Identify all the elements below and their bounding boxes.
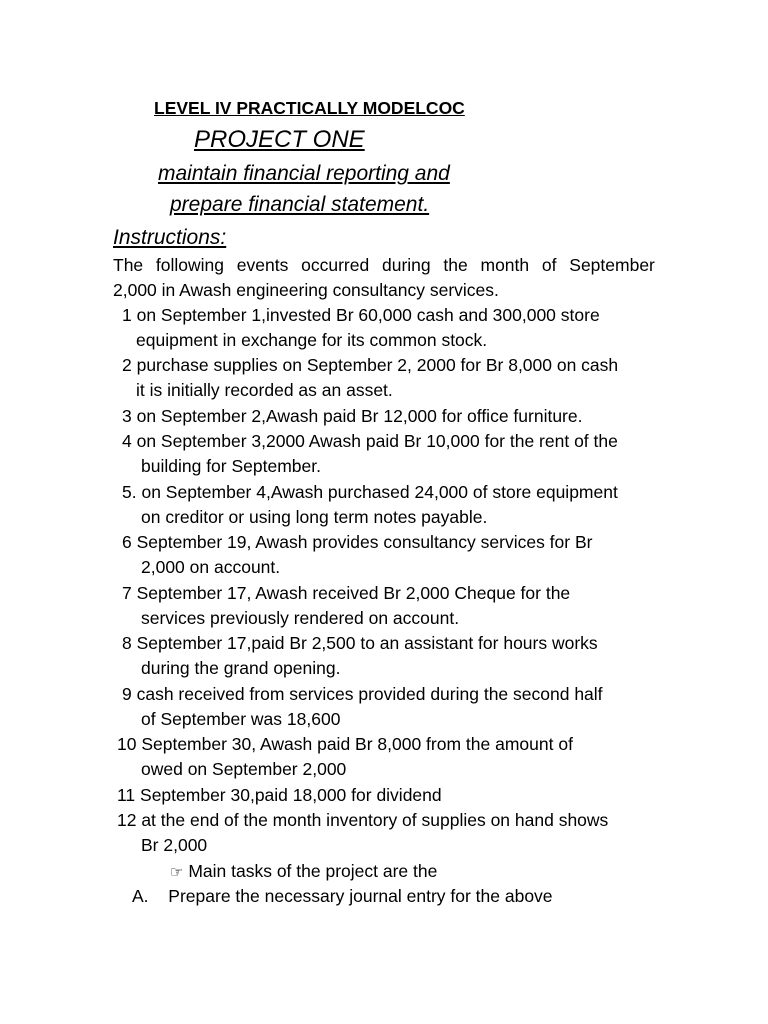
list-item-11-line1: 11 September 30,paid 18,000 for dividend xyxy=(117,785,442,805)
list-item-2-line1: 2 purchase supplies on September 2, 2000 for Br 8,000 on cash xyxy=(122,355,619,375)
pointing-hand-icon: ☞ xyxy=(170,863,184,881)
instructions-heading: Instructions: xyxy=(113,226,227,249)
tasks-intro-text: Main tasks of the project are the xyxy=(188,861,438,881)
task-a-text: Prepare the necessary journal entry for the above xyxy=(168,886,553,906)
list-item-6-line1: 6 September 19, Awash provides consultancy services for Br xyxy=(122,532,593,552)
tasks-intro xyxy=(170,859,437,885)
list-item-12-line1: 12 at the end of the month inventory of supplies on hand shows xyxy=(117,810,609,830)
list-item-5-line2: on creditor or using long term notes payable. xyxy=(141,507,488,527)
list-item-4-line2: building for September. xyxy=(141,456,321,476)
project-title: PROJECT ONE xyxy=(194,126,365,153)
intro-paragraph xyxy=(113,253,655,303)
list-item-1-line2: equipment in exchange for its common stock. xyxy=(136,330,488,350)
list-item-7-line2: services previously rendered on account. xyxy=(141,608,460,628)
intro-word: occurred xyxy=(301,255,370,275)
list-item-3-line1: 3 on September 2,Awash paid Br 12,000 for office furniture. xyxy=(122,406,583,426)
intro-word: the xyxy=(443,255,468,275)
list-item-2-line2: it is initially recorded as an asset. xyxy=(136,380,393,400)
project-subtitle-line2: prepare financial statement. xyxy=(170,193,430,216)
list-item-1-line1: 1 on September 1,invested Br 60,000 cash and 300,000 store xyxy=(122,305,600,325)
intro-word: during xyxy=(381,255,431,275)
intro-word: month xyxy=(480,255,530,275)
list-item-12-line2: Br 2,000 xyxy=(141,835,208,855)
task-a xyxy=(132,884,553,909)
list-item-10-line2: owed on September 2,000 xyxy=(141,759,347,779)
list-item-8-line2: during the grand opening. xyxy=(141,658,341,678)
intro-line1 xyxy=(113,253,655,278)
list-item-5-line1: 5. on September 4,Awash purchased 24,000 of store equipment xyxy=(122,482,618,502)
list-item-9-line1: 9 cash received from services provided during the second half xyxy=(122,684,603,704)
list-item-6-line2: 2,000 on account. xyxy=(141,557,281,577)
intro-word: following xyxy=(155,255,225,275)
intro-line2: 2,000 in Awash engineering consultancy services. xyxy=(113,280,499,300)
list-item-10-line1: 10 September 30, Awash paid Br 8,000 from the amount of xyxy=(117,734,573,754)
list-item-7-line1: 7 September 17, Awash received Br 2,000 Cheque for the xyxy=(122,583,571,603)
list-item-9-line2: of September was 18,600 xyxy=(141,709,341,729)
intro-word: September xyxy=(569,255,655,275)
document-header: LEVEL IV PRACTICALLY MODELCOC xyxy=(154,98,465,118)
list-item-8-line1: 8 September 17,paid Br 2,500 to an assistant for hours works xyxy=(122,633,598,653)
project-subtitle-line1: maintain financial reporting and xyxy=(158,162,450,185)
intro-word: of xyxy=(541,255,557,275)
intro-word: The xyxy=(113,255,144,275)
list-item-4-line1: 4 on September 3,2000 Awash paid Br 10,000 for the rent of the xyxy=(122,431,618,451)
intro-word: events xyxy=(236,255,289,275)
task-a-letter: A. xyxy=(132,886,149,906)
